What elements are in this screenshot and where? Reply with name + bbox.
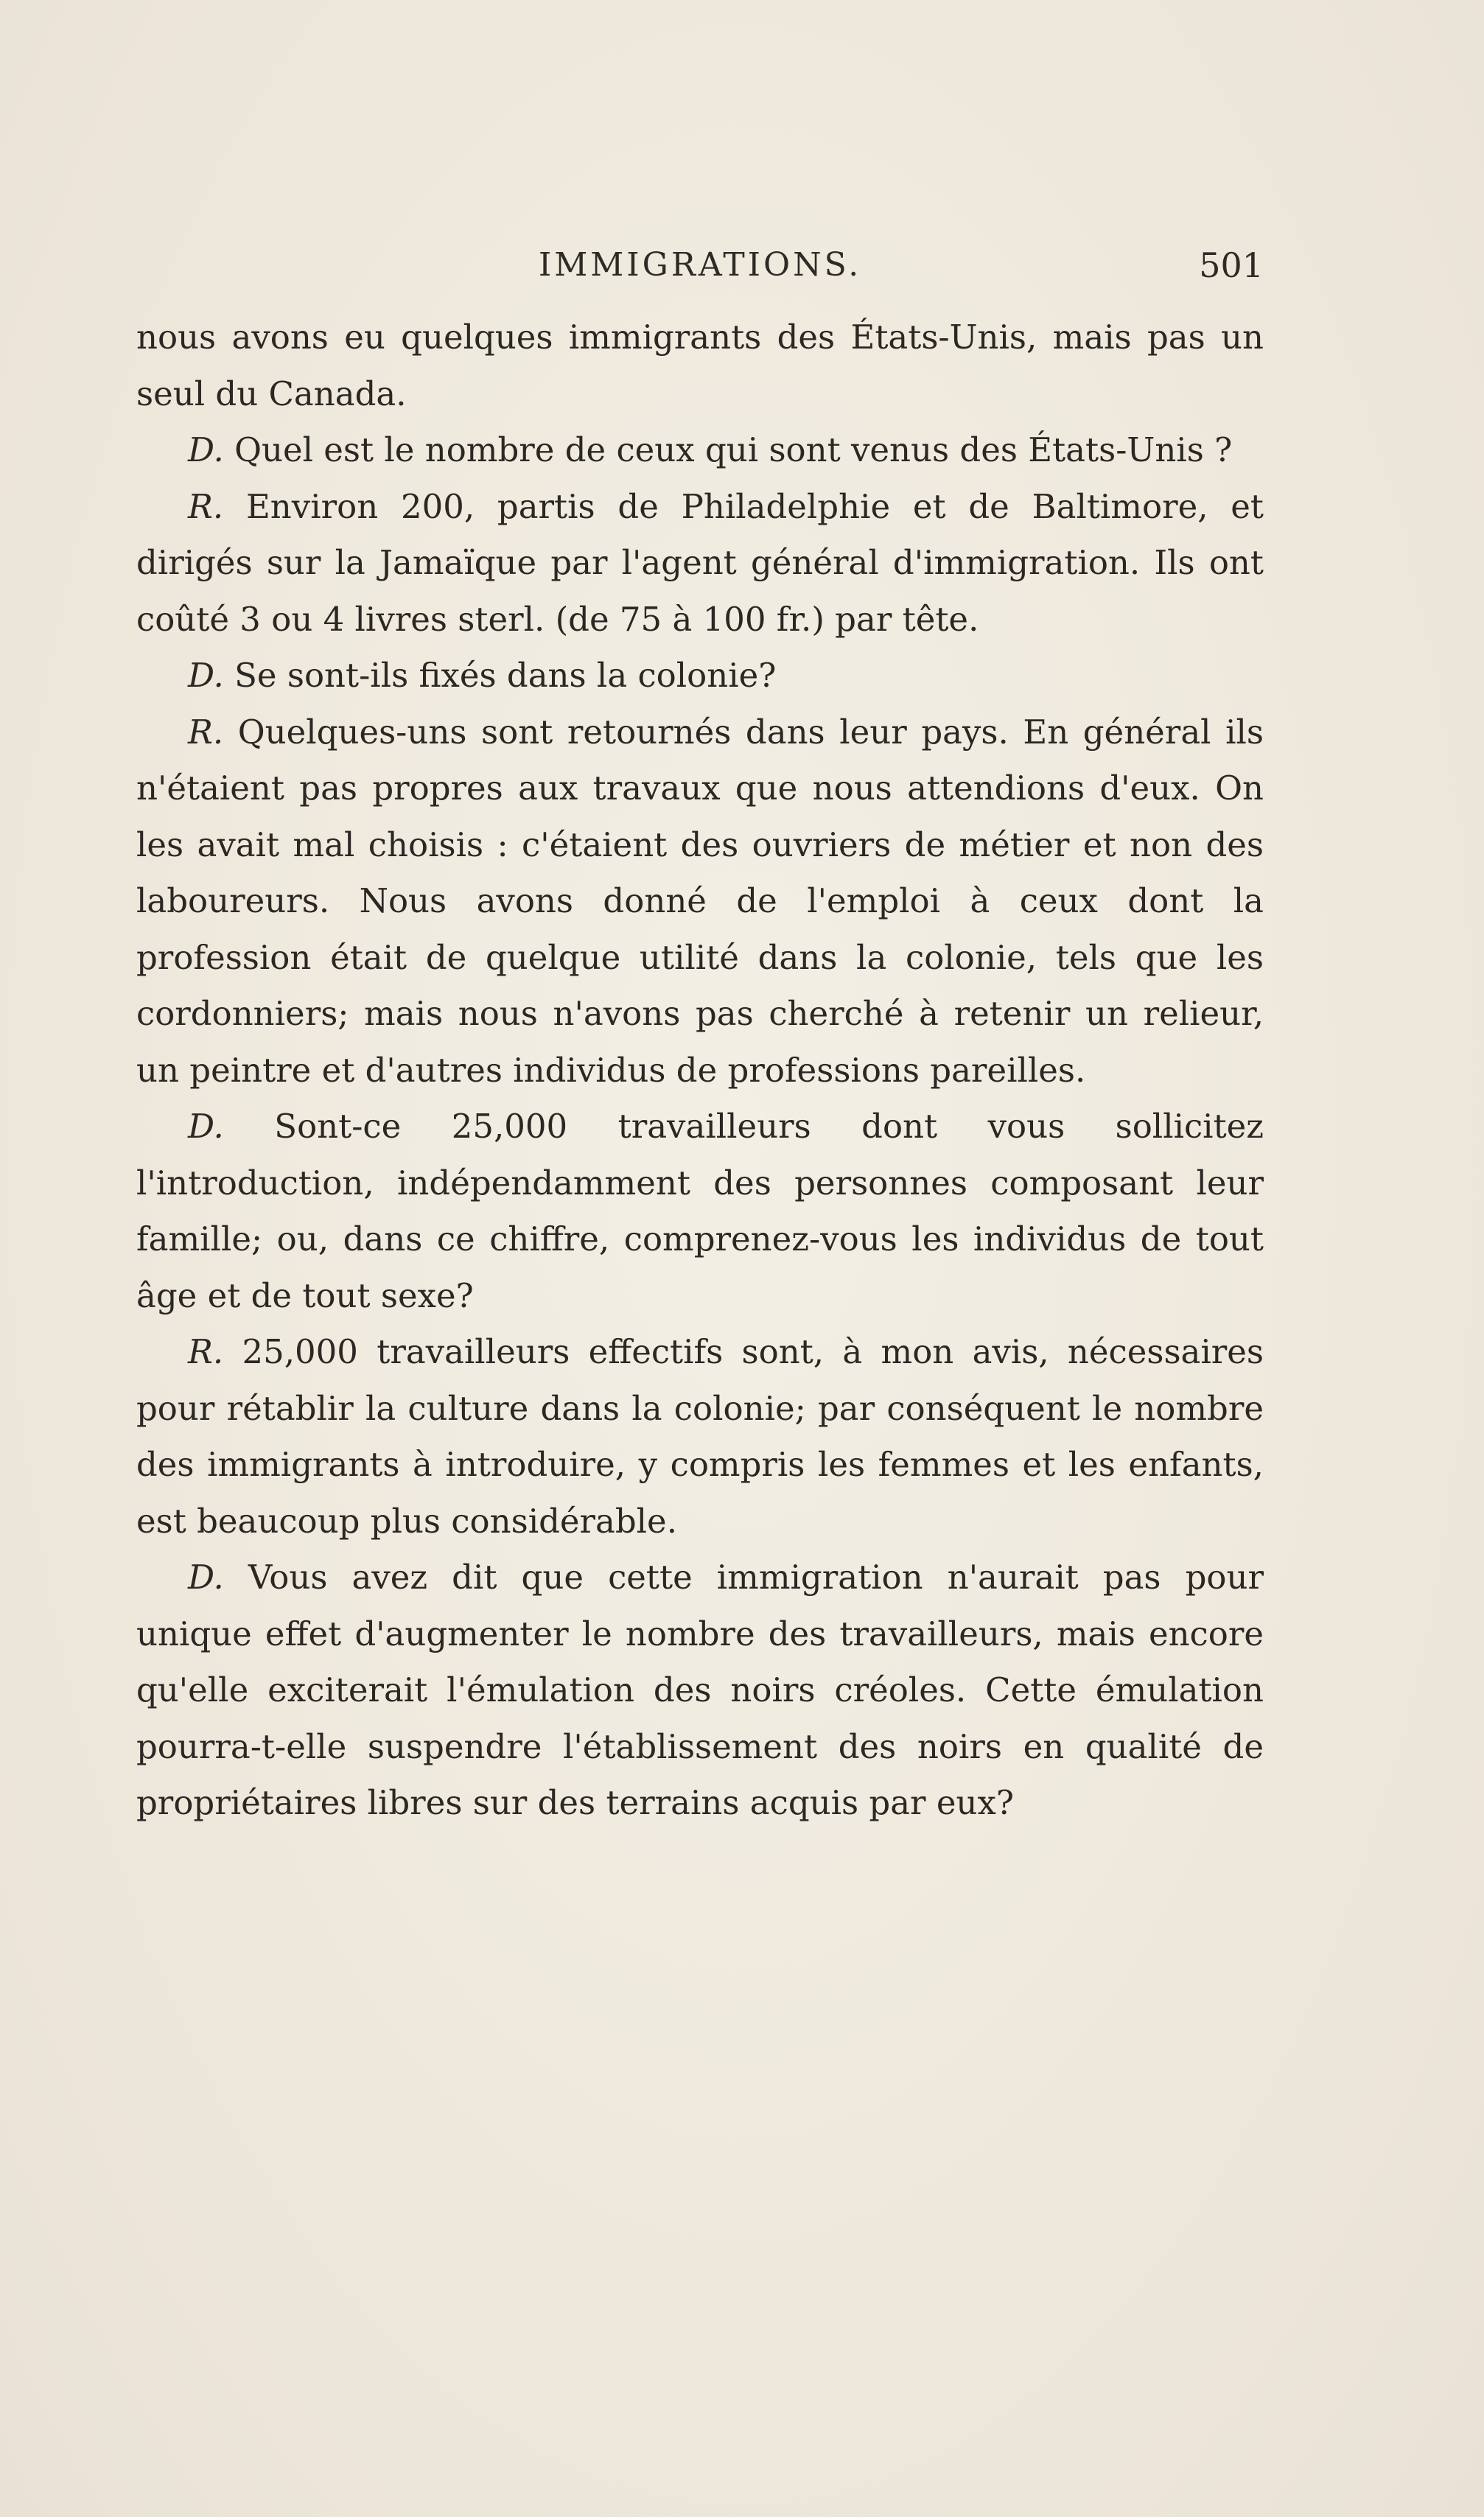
paragraph-answer (136, 704, 1264, 1099)
paragraph-text: Quelques-uns sont retournés dans leur pays. En général ils n'étaient pas propres aux travaux que nous attendions d'eux. On les avait mal choisis : c'étaient des ouvriers de métier et non des laboureurs. Nous avons donné de l'emploi à ceux dont la profession était de quelque utilité dans la colonie, tels que les cordonniers; mais nous n'avons pas cherché à retenir un relieur, un peintre et d'autres individus de professions pareilles. (136, 712, 1264, 1090)
page-header (136, 239, 1264, 291)
running-title: IMMIGRATIONS. (538, 246, 862, 284)
paragraph-continuation (136, 309, 1264, 422)
paragraph-text: nous avons eu quelques immigrants des États-Unis, mais pas un seul du Canada. (136, 318, 1264, 413)
speaker-label: R. (188, 1332, 224, 1371)
paragraph-text: Environ 200, partis de Philadelphie et de Baltimore, et dirigés sur la Jamaïque par l'agent général d'immigration. Ils ont coûté 3 ou 4 livres sterl. (de 75 à 100 fr.) par tête. (136, 486, 1264, 639)
paragraph-text: 25,000 travailleurs effectifs sont, à mon avis, nécessaires pour rétablir la culture dans la colonie; par conséquent le nombre des immigrants à introduire, y compris les femmes et les enfants, est beaucoup plus considérable. (136, 1332, 1264, 1541)
paragraph-question (136, 1550, 1264, 1832)
speaker-label: D. (188, 1558, 224, 1597)
speaker-label: D. (188, 430, 224, 469)
speaker-label: R. (188, 486, 224, 526)
body-text (136, 309, 1264, 1832)
paragraph-question (136, 1099, 1264, 1324)
page-number: 501 (1199, 245, 1264, 285)
paragraph-text: Sont-ce 25,000 travailleurs dont vous sollicitez l'introduction, indépendamment des personnes composant leur famille; ou, dans ce chiffre, comprenez-vous les individus de tout âge et de tout sexe? (136, 1107, 1264, 1315)
paragraph-answer (136, 479, 1264, 648)
paragraph-text: Vous avez dit que cette immigration n'aurait pas pour unique effet d'augmenter le nombre des travailleurs, mais encore qu'elle exciterait l'émulation des noirs créoles. Cette émulation pourra-t-elle suspendre l'établissement des noirs en qualité de propriétaires libres sur des terrains acquis par eux? (136, 1558, 1264, 1822)
paragraph-question (136, 422, 1264, 479)
paragraph-text: Quel est le nombre de ceux qui sont venus des États-Unis ? (223, 430, 1233, 469)
speaker-label: D. (188, 1107, 224, 1146)
paragraph-answer (136, 1324, 1264, 1550)
paragraph-text: Se sont-ils fixés dans la colonie? (223, 656, 777, 695)
paragraph-question (136, 648, 1264, 704)
speaker-label: D. (188, 656, 224, 695)
speaker-label: R. (188, 712, 224, 752)
